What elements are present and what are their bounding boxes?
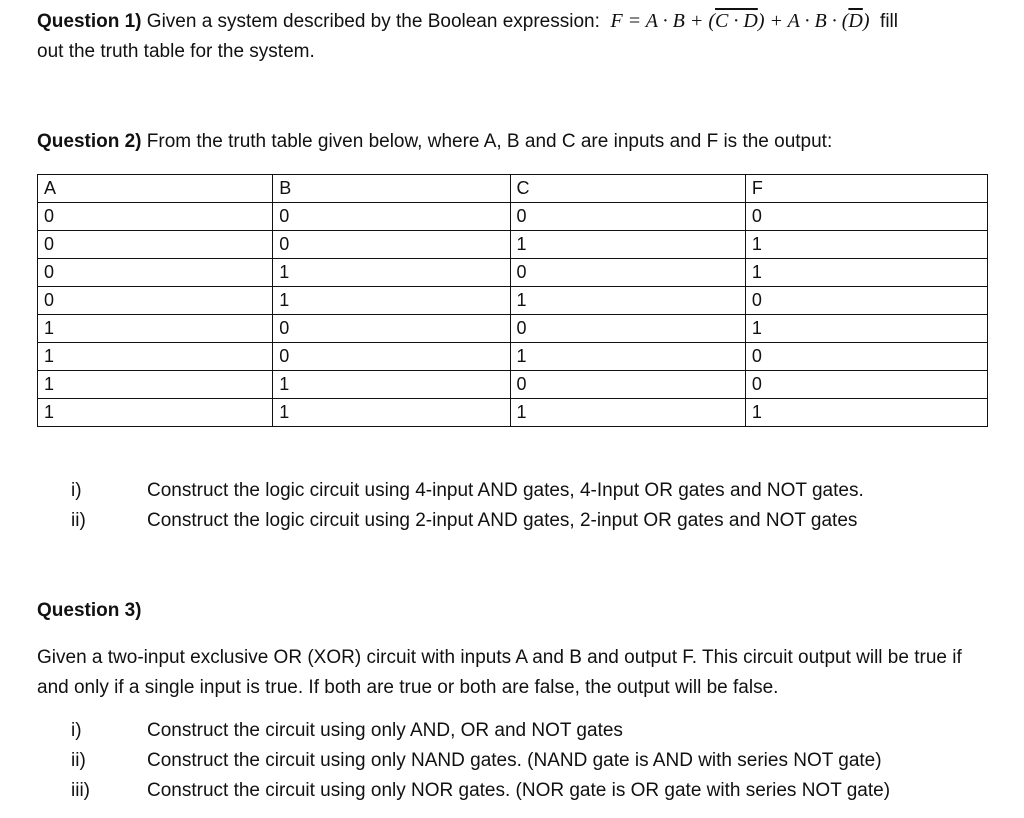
question-2-task-item-text: Construct the logic circuit using 4-input AND gates, 4-Input OR gates and NOT gates. [147, 480, 864, 501]
question-1-text-fill: fill [880, 11, 898, 32]
truth-table-cell: 0 [510, 259, 745, 287]
truth-table-cell: 0 [273, 231, 510, 259]
truth-table-cell: 1 [745, 259, 987, 287]
truth-table-cell: 1 [510, 343, 745, 371]
truth-table-cell: 0 [38, 231, 273, 259]
truth-table-cell: 0 [745, 343, 987, 371]
truth-table-cell: 0 [510, 203, 745, 231]
question-1 [37, 6, 997, 67]
truth-table-cell: 1 [273, 371, 510, 399]
truth-table-row [38, 371, 988, 399]
question-2-task-item [37, 476, 997, 506]
truth-table-cell: 1 [510, 231, 745, 259]
truth-table-row [38, 287, 988, 315]
truth-table-cell: 0 [38, 203, 273, 231]
truth-table-cell: 1 [745, 399, 987, 427]
truth-table-cell: 1 [38, 343, 273, 371]
truth-table-cell: 0 [273, 315, 510, 343]
truth-table-cell: 0 [510, 315, 745, 343]
truth-table-cell: 0 [273, 343, 510, 371]
truth-table-row [38, 203, 988, 231]
truth-table-cell: 0 [745, 287, 987, 315]
truth-table-cell: 1 [273, 399, 510, 427]
truth-table-row [38, 231, 988, 259]
truth-table-header-a: A [38, 175, 273, 203]
question-2-label: Question 2) [37, 131, 142, 152]
truth-table-header-f: F [745, 175, 987, 203]
truth-table-cell: 1 [273, 259, 510, 287]
question-1-text-cont: out the truth table for the system. [37, 41, 315, 62]
question-3-task-item-text: Construct the circuit using only NAND gates. (NAND gate is AND with series NOT gate) [147, 750, 882, 771]
question-2-tasks [37, 476, 997, 536]
question-2-text: From the truth table given below, where A, B and C are inputs and F is the output: [146, 131, 833, 152]
question-3-label: Question 3) [37, 600, 142, 621]
truth-table-cell: 0 [510, 371, 745, 399]
question-3-tasks [37, 716, 997, 806]
truth-table-row [38, 343, 988, 371]
question-3-text: Given a two-input exclusive OR (XOR) circuit with inputs A and B and output F. This circuit output will be true if and only if a single input is true. If both are true or both are false, the output will be false. [37, 647, 962, 698]
truth-table-header-c: C [510, 175, 745, 203]
truth-table-cell: 0 [38, 287, 273, 315]
truth-table-cell: 0 [38, 259, 273, 287]
question-3-task-item-number: i) [71, 720, 82, 741]
truth-table-cell: 0 [745, 203, 987, 231]
truth-table-cell: 1 [510, 287, 745, 315]
truth-table-cell: 0 [745, 371, 987, 399]
question-1-label: Question 1) [37, 11, 142, 32]
question-3-task-item-text: Construct the circuit using only AND, OR and NOT gates [147, 720, 623, 741]
truth-table-cell: 0 [273, 203, 510, 231]
truth-table-row [38, 315, 988, 343]
truth-table-row [38, 399, 988, 427]
truth-table-cell: 1 [510, 399, 745, 427]
question-3-task-item-number: ii) [71, 750, 86, 771]
truth-table-cell: 1 [38, 371, 273, 399]
question-3-task-item-text: Construct the circuit using only NOR gates. (NOR gate is OR gate with series NOT gate) [147, 780, 891, 801]
truth-table [37, 174, 988, 427]
question-2-task-item-number: ii) [71, 510, 86, 531]
question-3-task-item [37, 776, 997, 806]
boolean-expression: $F = A \cdot B + (C \cdot D) + A \cdot B \cdot (\overline{D})$ [610, 10, 870, 32]
question-2-task-item-number: i) [71, 480, 82, 501]
question-2-task-item [37, 506, 997, 536]
question-3-task-item-number: iii) [71, 780, 90, 801]
truth-table-cell: 1 [38, 315, 273, 343]
truth-table-cell: 1 [273, 287, 510, 315]
truth-table-cell: 1 [38, 399, 273, 427]
truth-table-header-row [38, 175, 988, 203]
truth-table-cell: 1 [745, 315, 987, 343]
question-3-task-item [37, 746, 997, 776]
truth-table-row [38, 259, 988, 287]
question-2 [37, 127, 997, 157]
question-2-task-item-text: Construct the logic circuit using 2-input AND gates, 2-input OR gates and NOT gates [147, 510, 858, 531]
truth-table-cell: 1 [745, 231, 987, 259]
question-3-task-item [37, 716, 997, 746]
truth-table-header-b: B [273, 175, 510, 203]
question-1-text: Given a system described by the Boolean expression: [146, 11, 600, 32]
